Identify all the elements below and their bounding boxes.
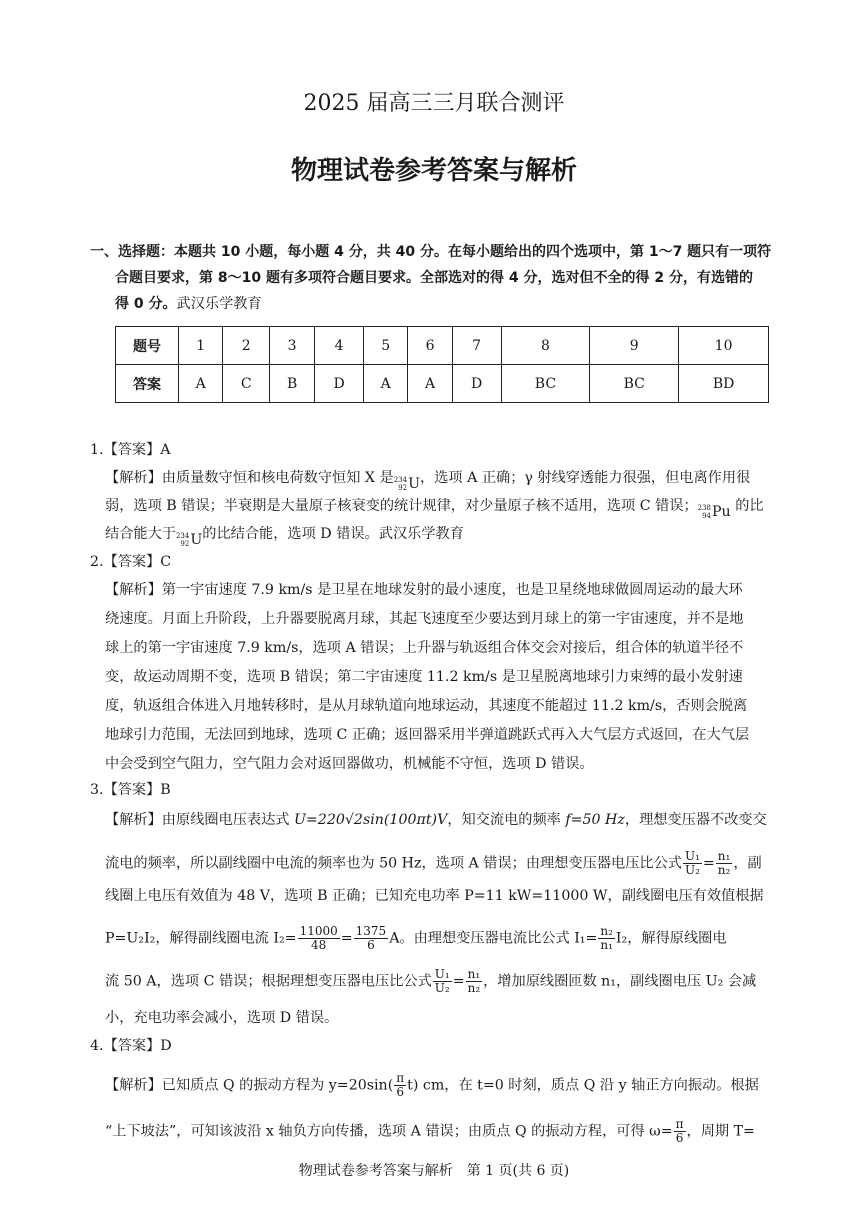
- denominator: 6: [675, 1131, 684, 1145]
- table-cell: C: [223, 365, 270, 403]
- charge-number: 94: [702, 512, 712, 520]
- denominator: n₂: [717, 863, 731, 877]
- section1-line3-bold: 得 0 分。: [115, 296, 177, 312]
- answer-table: [115, 326, 769, 403]
- denominator: 48: [311, 938, 327, 952]
- table-row-answers: [116, 365, 769, 403]
- denominator: U₂: [684, 863, 700, 877]
- fraction-pi-6-b: [674, 1118, 686, 1145]
- table-cell: 5: [363, 327, 407, 365]
- q4-text: “上下坡法”，可知该波沿 x 轴负方向传播，选项 A 错误；由质点 Q 的振动方程，可得 ω=: [105, 1123, 673, 1140]
- table-cell: BC: [501, 365, 590, 403]
- fraction-n1-n2-b: [466, 968, 483, 995]
- q3-text: 流电的频率，所以副线圈中电流的频率也为 50 Hz，选项 A 错误；由理想变压器电压比公式: [105, 855, 682, 872]
- q2-line: 变，故运动周期不变，选项 B 错误；第二宇宙速度 11.2 km/s 是卫星脱离地球引力束缚的最小发射速: [105, 669, 743, 685]
- table-cell: A: [179, 365, 223, 403]
- element-symbol: Pu: [712, 504, 731, 520]
- q2-line: 中会受到空气阻力，空气阻力会对返回器做功，机械能不守恒，选项 D 错误。: [105, 756, 594, 772]
- q3-answer: 3.【答案】B: [90, 782, 171, 798]
- numerator: π: [675, 1117, 684, 1131]
- fraction-n1-n2: [716, 850, 733, 877]
- page-title: 2025 届高三三月联合测评: [303, 91, 565, 116]
- q3-line3: 线圈上电压有效值为 48 V，选项 B 正确；已知充电功率 P=11 kW=11000 W，副线圈电压有效值根据: [105, 888, 764, 904]
- q2-line: 球上的第一宇宙速度 7.9 km/s，选项 A 错误；上升器与轨返组合体交会对接后，组合体的轨道半径不: [105, 640, 744, 656]
- table-cell: 8: [501, 327, 590, 365]
- q1-text: 的比结合能，选项 D 错误。武汉乐学教育: [202, 526, 464, 542]
- element-symbol: U: [408, 476, 421, 492]
- section1-line3-tail: 武汉乐学教育: [176, 296, 262, 312]
- numerator: n₂: [600, 924, 613, 938]
- section1-line1: 一、选择题：本题共 10 小题，每小题 4 分，共 40 分。在每小题给出的四个选项中，第 1～7 题只有一项符: [90, 244, 772, 260]
- section1-line3: [115, 294, 262, 314]
- denominator: 6: [396, 1085, 404, 1099]
- numerator: n₁: [717, 849, 731, 863]
- q3-text: ，增加原线圈匝数 n₁，副线圈电压 U₂ 会减: [483, 973, 757, 990]
- q1-text: ，选项 A 正确；γ 射线穿透能力很强，但电离作用很: [420, 470, 751, 486]
- q2-line: 绕速度。月面上升阶段，上升器要脱离月球，其起飞速度至少要达到月球上的第一宇宙速度，并不是地: [105, 611, 744, 627]
- fraction-1375-6: [354, 925, 389, 952]
- charge-number: 92: [398, 484, 408, 492]
- page-footer: 物理试卷参考答案与解析 第 1 页(共 6 页): [298, 1163, 570, 1179]
- table-cell: B: [270, 365, 315, 403]
- q3-text: ，理想变压器不改变交: [624, 812, 767, 828]
- numerator: U₁: [684, 849, 700, 863]
- q3-line2: 流电的频率，所以副线圈中电流的频率也为 50 Hz，选项 A 错误；由理想变压器电压比公式 $\frac{\text{U₁}}{\text{U₂}}$ = $\frac{\text{n₁}}{\text{n₂}}$ ，副: [105, 849, 762, 877]
- q4-line2: [105, 1118, 755, 1145]
- table-cell: BD: [679, 365, 769, 403]
- q2-answer: 2.【答案】C: [90, 554, 172, 570]
- table-cell: 10: [679, 327, 769, 365]
- table-cell: 9: [590, 327, 679, 365]
- nuclide-pu238: [698, 502, 731, 522]
- frequency-formula: f=50 Hz: [565, 812, 625, 828]
- section1-line2: 合题目要求，第 8～10 题有多项符合题目要求。全部选对的得 4 分，选对但不全的得 2 分，有选错的: [115, 270, 753, 286]
- numerator: 11000: [299, 924, 338, 938]
- q3-line4: P=U₂I₂，解得副线圈电流 I₂= $\frac{11000}{48}$ = $\frac{1375}{6}$ A。由理想变压器电流比公式 I₁= $\frac{\text{n₂}}{\text{n₁}}$ I₂，解得原线圈电: [105, 924, 727, 952]
- table-cell: 3: [270, 327, 315, 365]
- q1-text: 弱，选项 B 错误；半衰期是大量原子核衰变的统计规律，对少量原子核不适用，选项 C 错误；: [105, 498, 698, 514]
- page-subtitle: 物理试卷参考答案与解析: [290, 156, 577, 186]
- table-cell: 7: [452, 327, 501, 365]
- q2-line: 地球引力范围，无法回到地球，选项 C 正确；返回器采用半弹道跳跃式再入大气层方式返回，在大气层: [105, 727, 750, 743]
- q3-line5: 流 50 A，选项 C 错误；根据理想变压器电压比公式 $\frac{\text{U₁}}{\text{U₂}}$ = $\frac{\text{n₁}}{\text{n₂}}$ ，增加原线圈匝数 n₁，副线圈电压 U₂ 会减: [105, 967, 757, 995]
- fraction-n2-n1: [598, 925, 615, 952]
- q1-text: 结合能大于: [105, 526, 176, 542]
- table-cell: 1: [179, 327, 223, 365]
- element-symbol: U: [190, 532, 203, 548]
- q4-line1: [105, 1072, 759, 1099]
- row-header-number: 题号: [116, 327, 179, 365]
- q1-answer: 1.【答案】A: [90, 442, 171, 458]
- denominator: 6: [367, 938, 375, 952]
- fraction-u1-u2: [683, 850, 702, 877]
- q1-line2: [105, 496, 764, 522]
- table-cell: 6: [408, 327, 452, 365]
- q3-text: 流 50 A，选项 C 错误；根据理想变压器电压比公式: [105, 973, 432, 990]
- table-cell: D: [452, 365, 501, 403]
- q2-line: 【解析】第一宇宙速度 7.9 km/s 是卫星在地球发射的最小速度，也是卫星绕地球做圆周运动的最大环: [105, 582, 743, 598]
- q3-text: ，知交流电的频率: [447, 812, 566, 828]
- numerator: π: [396, 1071, 405, 1085]
- fraction-11000-48: [298, 925, 340, 952]
- q3-text: ，副: [733, 855, 762, 872]
- q1-text: 的比: [730, 498, 764, 514]
- denominator: n₂: [467, 981, 481, 995]
- numerator: n₁: [467, 967, 481, 981]
- table-cell: 4: [315, 327, 364, 365]
- table-row-numbers: [116, 327, 769, 365]
- mass-number: 238: [697, 504, 712, 512]
- numerator: 1375: [355, 924, 387, 938]
- fraction-u1-u2-b: [433, 968, 452, 995]
- table-cell: 2: [223, 327, 270, 365]
- q3-text: A。由理想变压器电流比公式 I₁=: [389, 930, 598, 947]
- table-cell: A: [363, 365, 407, 403]
- fraction-pi-6: [394, 1072, 406, 1099]
- denominator: n₁: [600, 938, 613, 952]
- numerator: U₁: [434, 967, 450, 981]
- table-cell: D: [315, 365, 364, 403]
- nuclide-u234-b: [176, 530, 202, 550]
- q3-text: P=U₂I₂，解得副线圈电流 I₂=: [105, 930, 297, 947]
- charge-number: 92: [180, 540, 190, 548]
- row-header-answer: 答案: [116, 365, 179, 403]
- q4-text: 【解析】已知质点 Q 的振动方程为 y=20sin(: [105, 1077, 394, 1094]
- q2-line: 度，轨返组合体进入月地转移时，是从月球轨道向地球运动，其速度不能超过 11.2 km/s，否则会脱离: [105, 698, 748, 714]
- mass-number: 234: [393, 476, 408, 484]
- q3-line6: 小，充电功率会减小，选项 D 错误。: [105, 1010, 339, 1026]
- q4-text: ，周期 T=: [686, 1123, 755, 1140]
- q1-line1: [105, 468, 750, 494]
- q3-line1: [105, 810, 767, 830]
- q3-text: 【解析】由原线圈电压表达式: [105, 812, 294, 828]
- q1-line3: [105, 524, 464, 550]
- q3-text: I₂，解得原线圈电: [615, 930, 727, 947]
- nuclide-u234: [394, 474, 420, 494]
- q4-text: t) cm，在 t=0 时刻，质点 Q 沿 y 轴正方向振动。根据: [407, 1077, 759, 1094]
- table-cell: A: [408, 365, 452, 403]
- voltage-formula: U=220√2sin(100πt)V: [293, 812, 448, 828]
- denominator: U₂: [434, 981, 450, 995]
- table-cell: BC: [590, 365, 679, 403]
- q4-answer: 4.【答案】D: [90, 1038, 172, 1054]
- mass-number: 234: [175, 532, 190, 540]
- q1-text: 【解析】由质量数守恒和核电荷数守恒知 X 是: [105, 470, 394, 486]
